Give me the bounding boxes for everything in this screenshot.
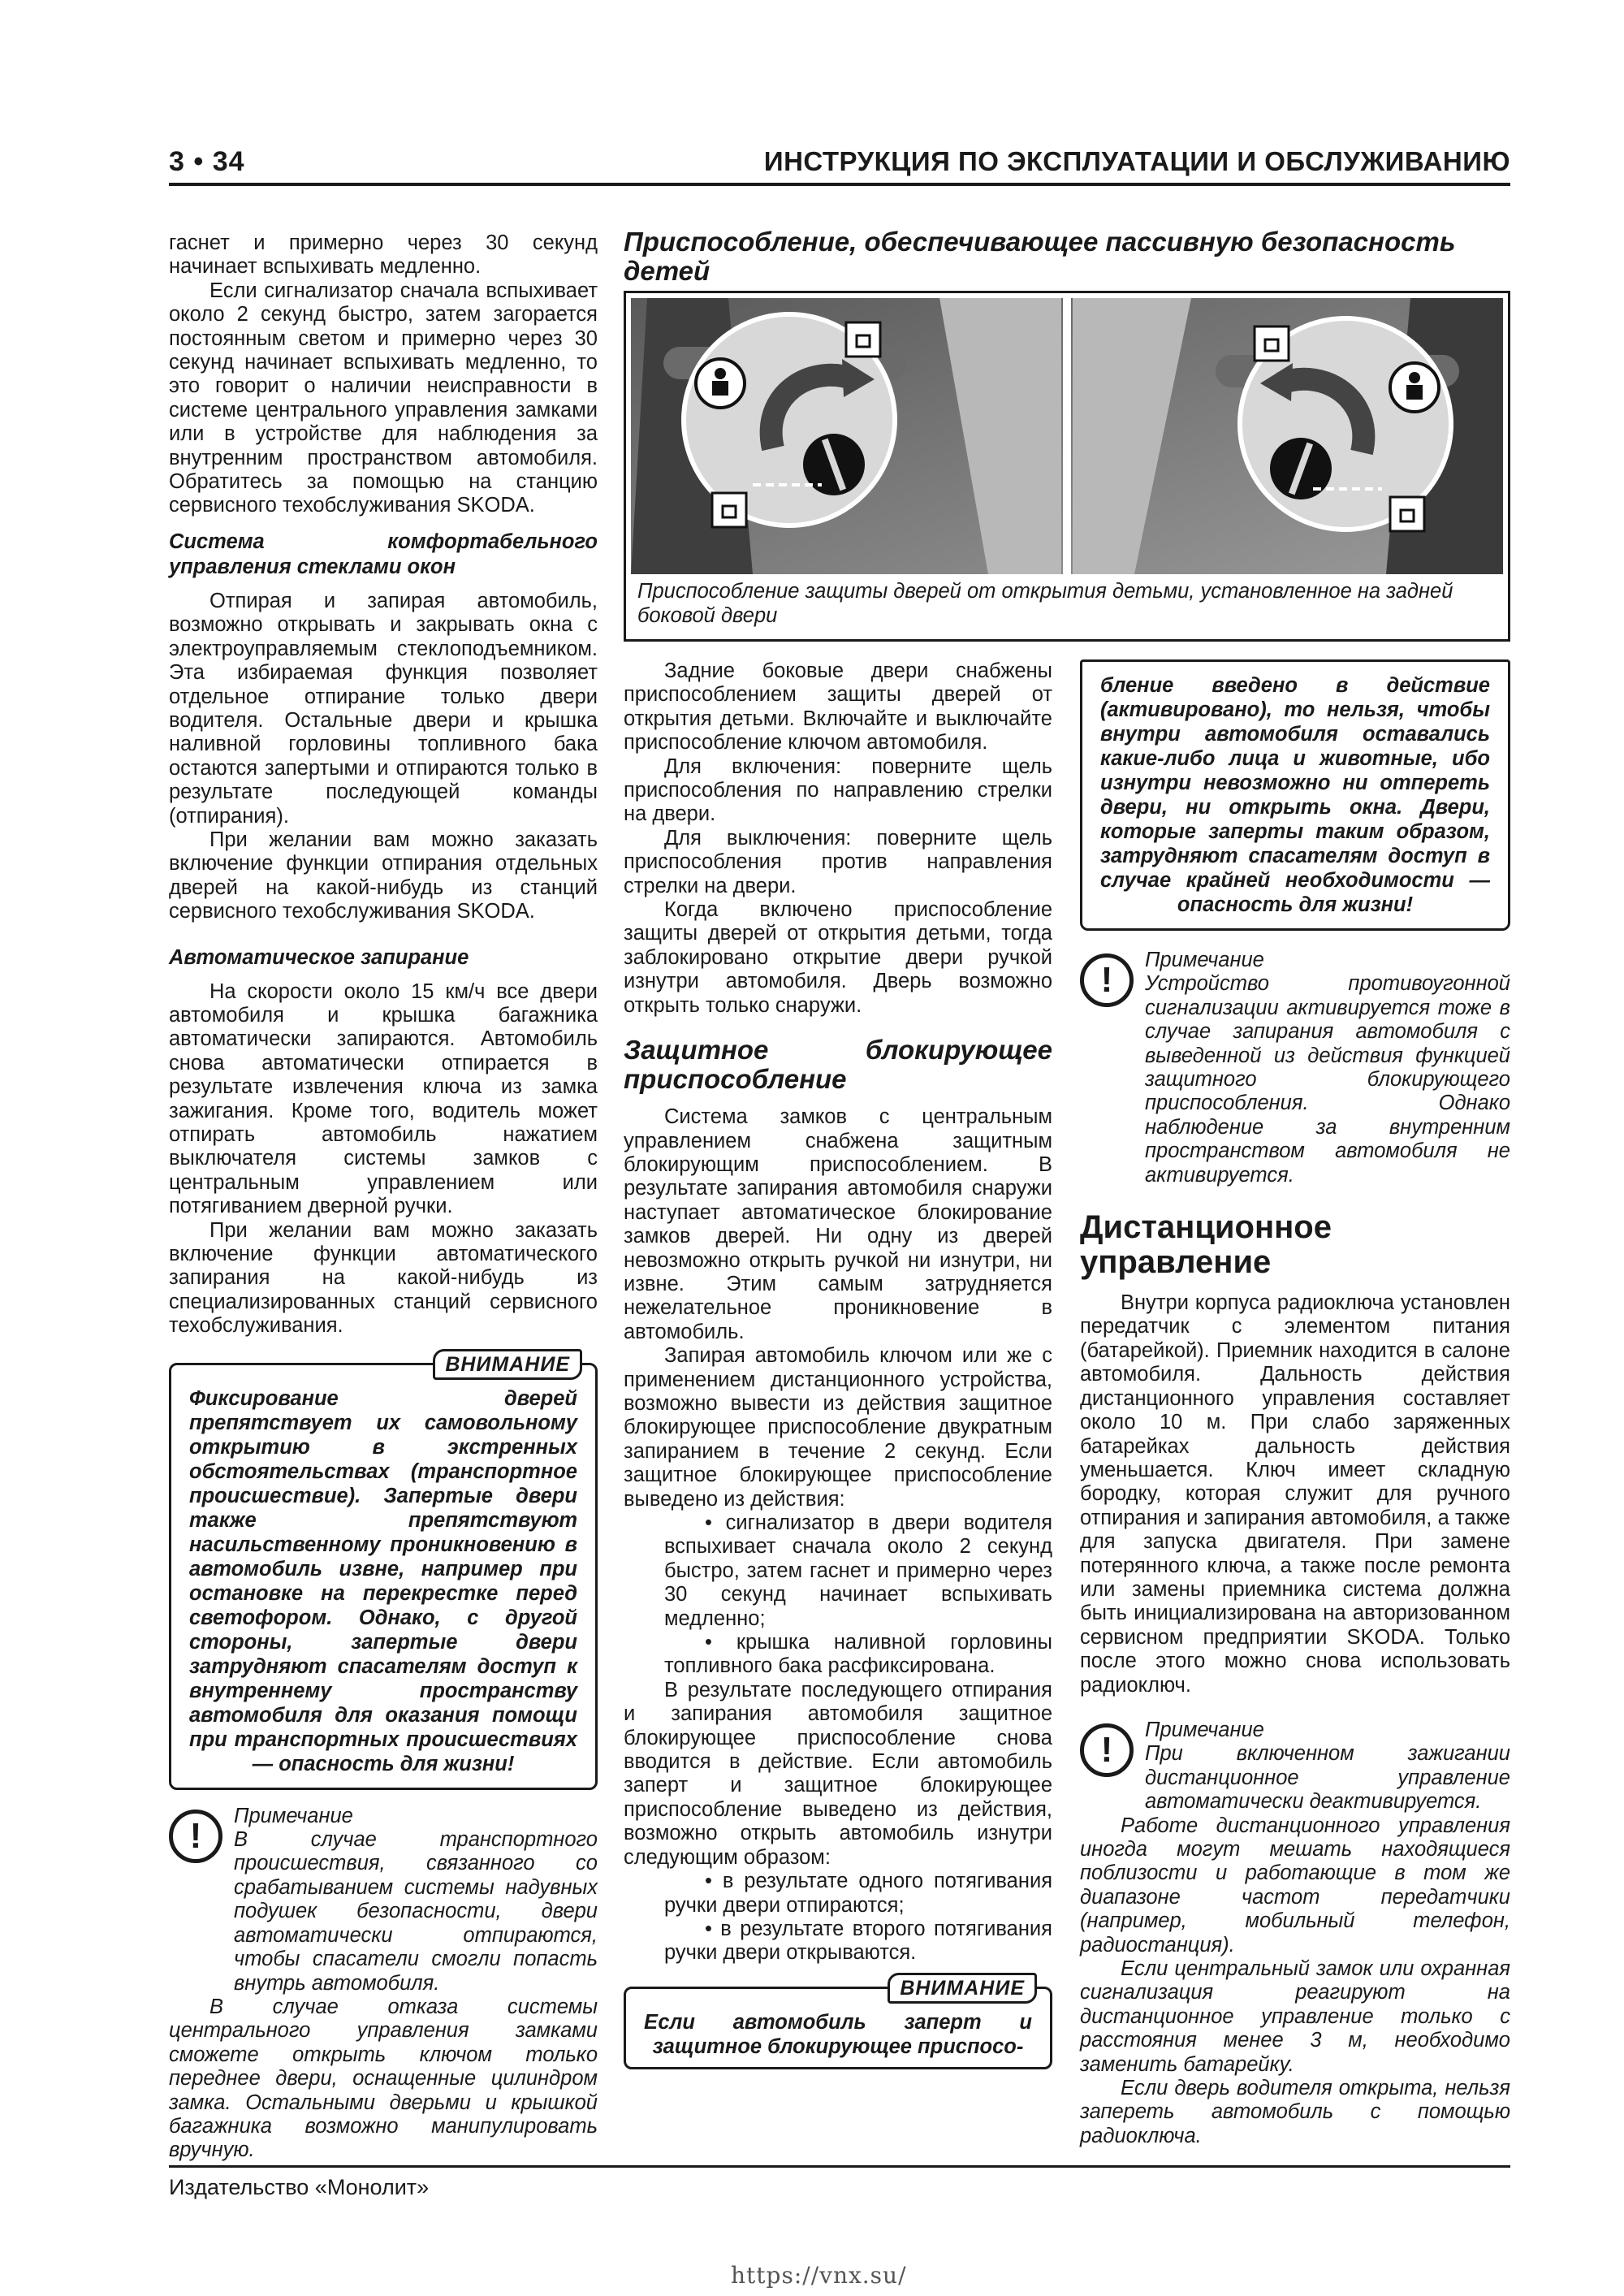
lock-diagram-right [1240, 318, 1451, 531]
paragraph: При желании вам можно заказать включение функции отпирания отдельных дверей на какой-нибудь из станций сервисного техобслуживания SKODA. [169, 828, 598, 923]
column-1 [169, 231, 598, 2163]
running-header-title: ИНСТРУКЦИЯ ПО ЭКСПЛУАТАЦИИ И ОБСЛУЖИВАНИЮ [763, 146, 1510, 176]
paragraph: При желании вам можно заказать включение функции автоматического запирания на какой-нибудь из специализированных станций сервисного техобслуживания. [169, 1218, 598, 1338]
warning-text: Фиксирование дверей препятствует их самовольному открытию в экстренных обстоятельствах (транспортное происшествие). Запертые двери также препятствуют насильственному проникновению в автомобиль извне, например при остановке на перекрестке перед светофором. Однако, с другой стороны, запертые двери затрудняют спасателям доступ к внутреннему пространству автомобиля для оказания помощи при транспортных происшествиях — опасность для жизни! [189, 1386, 577, 1775]
note-block [1080, 949, 1510, 1187]
note-text: В случае транспортного происшествия, связанного со срабатыванием системы надувных подушек безопасности, двери автоматически отпираются, чтобы спасатели смогли попасть внутрь автомобиля. [234, 1828, 598, 1995]
figure [624, 291, 1510, 642]
note-text: Если центральный замок или охранная сигнализация реагируют на дистанционное управление только с расстояния менее 3 м, необходимо заменить батарейку. [1080, 1957, 1510, 2076]
paragraph: Запирая автомобиль ключом или же с применением дистанционного устройства, возможно вывести из действия защитное блокирующее приспособление двукратным запиранием в течение 2 секунд. Если защитное блокирующее приспособление выведено из действия: [624, 1344, 1052, 1511]
warning-label: ВНИМАНИЕ [433, 1349, 582, 1380]
note-label: Примечание [1145, 949, 1264, 971]
warning-box [169, 1352, 598, 1790]
lock-diagram-left [684, 314, 895, 527]
exclamation-icon: ! [1080, 953, 1134, 1007]
note-text: В случае отказа системы центрального управления замками сможете открыть ключом только переднее двери, оснащенные цилиндром замка. Остальными дверьми и крышкой багажника возможно манипулировать вручную. [169, 1995, 598, 2162]
bullet-item: • сигнализатор в двери водителя вспыхивает сначала около 2 секунд быстро, затем гаснет и примерно через 30 секунд начинает вспыхивать медленно; [664, 1511, 1052, 1630]
warning-box [624, 1976, 1052, 2069]
bullet-item: • в результате одного потягивания ручки двери отпираются; [664, 1870, 1052, 1917]
note-label: Примечание [1145, 1718, 1264, 1741]
warning-text: бление введено в действие (активировано), то нельзя, чтобы внутри автомобиля оставались какие-либо лица и животные, ибо изнутри невозможно ни отпереть двери, ни открыть окна. Двери, которые заперты таким образом, затрудняют спасателям доступ в случае крайней необходимости — опасность для жизни! [1100, 674, 1490, 916]
note-text: Работе дистанционного управления иногда могут мешать находящиеся поблизости и работающие в том же диапазоне частот передатчики (например, мобильный телефон, радиостанция). [1080, 1814, 1510, 1957]
paragraph: Для выключения: поверните щель приспособления против направления стрелки на двери. [624, 826, 1052, 897]
footer-rule [169, 2165, 1510, 2168]
note-text: При включенном зажигании дистанционное управление автоматически деактивируется. [1145, 1742, 1510, 1814]
door-photo [631, 298, 1503, 574]
paragraph: гаснет и примерно через 30 секунд начинает вспыхивать медленно. [169, 231, 598, 279]
column-2 [624, 659, 1052, 2069]
section-heading-remote-control: Дистанционное управление [1080, 1209, 1332, 1281]
child-lock-illustration [631, 298, 1503, 574]
paragraph: Отпирая и запирая автомобиль, возможно открывать и закрывать окна с электроуправляемым стеклоподъемником. Эта избираемая функция позволяет отдельное отпирание только двери водителя. Остальные двери и крышка наливной горловины топливного бака остаются запертыми и отпираются только в результате последующей команды (отпирания). [169, 589, 598, 828]
exclamation-icon: ! [169, 1810, 222, 1863]
section-heading-protective-lock: Защитное блокирующее приспособление [624, 1035, 1052, 1095]
paragraph: Если сигнализатор сначала вспыхивает около 2 секунд быстро, затем загорается постоянным светом и примерно через 30 секунд начинает вспыхивать медленно, то это говорит о наличии неисправности в системе центрального управления замками или в устройстве для наблюдения за внутренним пространством автомобиля. Обратитесь за помощью на станцию сервисного техобслуживания SKODA. [169, 279, 598, 517]
note-text: Если дверь водителя открыта, нельзя запереть автомобиль с помощью радиоключа. [1080, 2077, 1510, 2147]
note-block [169, 1805, 598, 2163]
subheading-auto-lock: Автоматическое запирание [169, 945, 469, 969]
column-3 [1080, 659, 1510, 2148]
publisher: Издательство «Монолит» [169, 2175, 430, 2199]
warning-text: Если автомобиль заперт и защитное блокирующее приспосо- [644, 2010, 1032, 2058]
note-label: Примечание [234, 1804, 353, 1827]
paragraph: Задние боковые двери снабжены приспособлением защиты дверей от открытия детьми. Включайте и выключайте приспособление ключом автомобиля. [624, 659, 1052, 755]
warning-label: ВНИМАНИЕ [888, 1973, 1037, 2004]
paragraph: Для включения: поверните щель приспособления по направлению стрелки на двери. [624, 755, 1052, 826]
note-block [1080, 1719, 1510, 2148]
figure-caption: Приспособление защиты дверей от открытия детьми, установленное на задней боковой двери [637, 580, 1453, 627]
header-rule [169, 183, 1510, 186]
paragraph: Система замков с центральным управлением снабжена защитным блокирующим приспособлением. В результате запирания автомобиля снаружи наступает автоматическое блокирование замков дверей. Ни одну из дверей невозможно открыть ручкой ни изнутри, ни извне. Этим самым затрудняется нежелательное проникновение в автомобиль. [624, 1105, 1052, 1343]
paragraph: Внутри корпуса радиоключа установлен передатчик с элементом питания (батарейкой). Приемник находится в салоне автомобиля. Дальность действия дистанционного управления составляет около 10 м. При слабо заряженных батарейках дальность действия уменьшается. Ключ имеет складную бородку, которая служит для ручного отпирания и запирания автомобиля, а также для запуска двигателя. При замене потерянного ключа, а также после ремонта или замены приемника система должна быть инициализирована на авторизованном сервисном предприятии SKODA. Только после этого можно снова использовать радиоключ. [1080, 1291, 1510, 1697]
paragraph: В результате последующего отпирания и запирания автомобиля защитное блокирующее приспособление снова вводится в действие. Если автомобиль заперт и защитное блокирующее приспособление выведено из действия, возможно открыть автомобиль изнутри следующим образом: [624, 1678, 1052, 1869]
watermark-url[interactable]: https://vnx.su/ [731, 2262, 907, 2289]
bullet-item: • крышка наливной горловины топливного бака расфиксирована. [664, 1631, 1052, 1678]
paragraph: Когда включено приспособление защиты дверей от открытия детьми, тогда заблокировано открытие двери ручкой изнутри автомобиля. Дверь возможно открыть только снаружи. [624, 898, 1052, 1017]
exclamation-icon: ! [1080, 1723, 1134, 1777]
bullet-item: • в результате второго потягивания ручки двери открываются. [664, 1917, 1052, 1965]
note-text: Устройство противоугонной сигнализации активируется тоже в случае запирания автомобиля с выведенной из действия функцией защитного блокирующего приспособления. Однако наблюдение за внутренним пространством автомобиля не активируется. [1145, 972, 1510, 1187]
page-number: 3 • 34 [169, 146, 245, 177]
subheading-window-control: Система комфортабельного управления стеклами окон [169, 530, 598, 578]
paragraph: На скорости около 15 км/ч все двери автомобиля и крышка багажника автоматически запираются. Автомобиль снова автоматически отпирается в результате извлечения ключа из замка зажигания. Кроме того, водитель может отпирать автомобиль нажатием выключателя системы замков с центральным управлением или потягиванием дверной ручки. [169, 979, 598, 1218]
warning-box-continued [1080, 659, 1510, 931]
figure-heading: Приспособление, обеспечивающее пассивную безопасность детей [624, 227, 1456, 286]
